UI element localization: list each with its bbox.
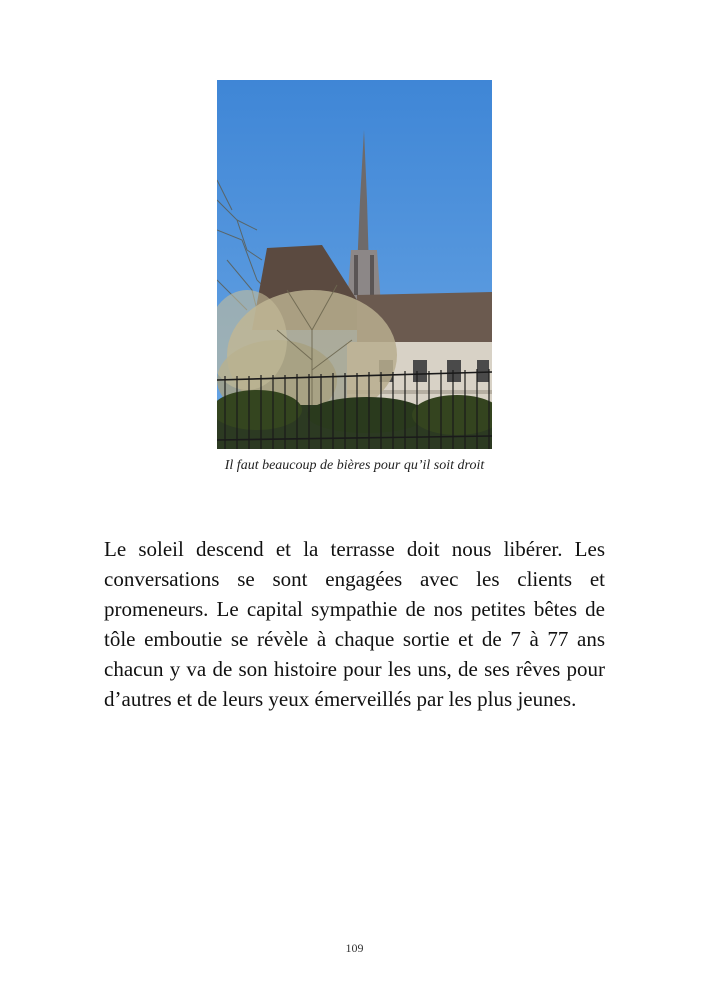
page-number: 109 [345,941,364,955]
body-paragraph: Le soleil descend et la terrasse doit nous libérer. Les conversations se sont engagées avec les clients et promeneurs. Le capital sympathie de nos petites bêtes de tôle emboutie se révèle à chaque sortie et de 7 à 77 ans chacun y va de son histoire pour les uns, de ses rêves pour d’autres et de leurs yeux émerveillés par les plus jeunes. [104,537,605,711]
cathedral-spire-photo [217,80,492,449]
photo-caption: Il faut beaucoup de bières pour qu’il soit droit [224,458,485,473]
